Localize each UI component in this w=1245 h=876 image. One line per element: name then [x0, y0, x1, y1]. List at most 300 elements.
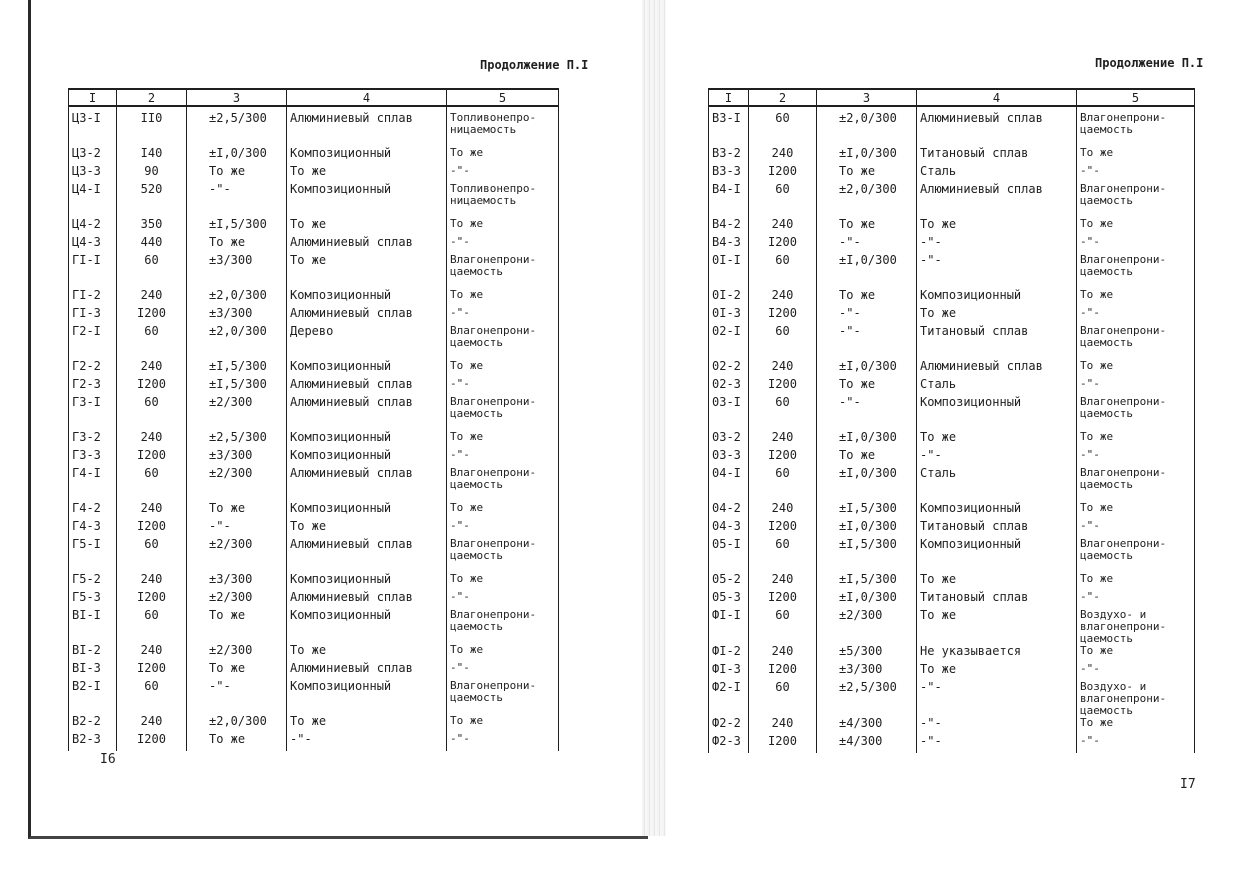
table-row [69, 467, 559, 502]
designation-cell: Ц3-I [69, 106, 117, 147]
material-cell: Дерево [287, 325, 447, 360]
tolerance-cell: -"- [817, 307, 917, 325]
designation-cell: 02-2 [709, 360, 749, 378]
material-cell: То же [287, 254, 447, 289]
property-cell: То же [1077, 360, 1195, 378]
header-col-5: 5 [1077, 89, 1195, 106]
property-cell: Влагонепрони- цаемость [1077, 325, 1195, 360]
table-row [709, 236, 1195, 254]
designation-cell: Г2-3 [69, 378, 117, 396]
size-cell: 240 [117, 502, 187, 520]
designation-cell: 02-I [709, 325, 749, 360]
designation-cell: ФI-I [709, 609, 749, 645]
designation-cell: Г5-2 [69, 573, 117, 591]
material-cell: Не указывается [917, 645, 1077, 663]
size-cell: 240 [749, 360, 817, 378]
tolerance-cell: ±3/300 [817, 663, 917, 681]
size-cell: I200 [117, 307, 187, 325]
property-cell: Влагонепрони- цаемость [447, 467, 559, 502]
table-row [709, 663, 1195, 681]
size-cell: I200 [749, 449, 817, 467]
material-cell: То же [287, 165, 447, 183]
designation-cell: 0I-2 [709, 289, 749, 307]
table-row [709, 325, 1195, 360]
table-row [69, 680, 559, 715]
table-row [69, 396, 559, 431]
designation-cell: Г4-3 [69, 520, 117, 538]
header-col-5: 5 [447, 89, 559, 106]
table-row [69, 289, 559, 307]
tolerance-cell: То же [187, 662, 287, 680]
tolerance-cell: То же [817, 449, 917, 467]
material-cell: Композиционный [917, 289, 1077, 307]
tolerance-cell: ±4/300 [817, 717, 917, 735]
table-row [69, 538, 559, 573]
table-row [69, 254, 559, 289]
size-cell: 60 [749, 106, 817, 147]
material-cell: То же [917, 307, 1077, 325]
table-row [709, 717, 1195, 735]
material-cell: Композиционный [287, 431, 447, 449]
property-cell: То же [1077, 218, 1195, 236]
size-cell: I200 [749, 735, 817, 753]
property-cell: Топливонепро- ницаемость [447, 183, 559, 218]
tolerance-cell: ±2/300 [187, 396, 287, 431]
table-row [709, 106, 1195, 147]
table-row [69, 325, 559, 360]
designation-cell: Г2-I [69, 325, 117, 360]
material-cell: Алюминиевый сплав [917, 106, 1077, 147]
property-cell: Топливонепро- ницаемость [447, 106, 559, 147]
property-cell: То же [447, 147, 559, 165]
property-cell: Влагонепрони- цаемость [447, 396, 559, 431]
designation-cell: 05-2 [709, 573, 749, 591]
designation-cell: Г3-3 [69, 449, 117, 467]
size-cell: I200 [749, 591, 817, 609]
size-cell: 240 [117, 360, 187, 378]
tolerance-cell: ±3/300 [187, 307, 287, 325]
table-row [69, 431, 559, 449]
table-row [709, 591, 1195, 609]
material-cell: То же [287, 520, 447, 538]
property-cell: -"- [447, 378, 559, 396]
table-row [709, 307, 1195, 325]
table-row [69, 573, 559, 591]
table-row [69, 662, 559, 680]
material-cell: Композиционный [287, 360, 447, 378]
designation-cell: В3-2 [709, 147, 749, 165]
material-cell: Алюминиевый сплав [917, 183, 1077, 218]
property-cell: -"- [447, 520, 559, 538]
size-cell: 60 [117, 609, 187, 644]
table-row [709, 183, 1195, 218]
material-cell: Сталь [917, 467, 1077, 502]
designation-cell: Ц3-3 [69, 165, 117, 183]
size-cell: 60 [117, 680, 187, 715]
material-cell: Сталь [917, 165, 1077, 183]
table-header-row [69, 89, 559, 106]
table-row [709, 681, 1195, 717]
tolerance-cell: То же [187, 165, 287, 183]
material-cell: Композиционный [287, 183, 447, 218]
size-cell: 240 [117, 289, 187, 307]
material-cell: Композиционный [917, 502, 1077, 520]
material-cell: -"- [917, 681, 1077, 717]
material-cell: Титановый сплав [917, 325, 1077, 360]
tolerance-cell: ±2/300 [817, 609, 917, 645]
header-col-2: 2 [749, 89, 817, 106]
tolerance-cell: ±I,0/300 [817, 520, 917, 538]
designation-cell: Г4-2 [69, 502, 117, 520]
tolerance-cell: ±I,5/300 [187, 378, 287, 396]
property-cell: -"- [1077, 449, 1195, 467]
property-cell: -"- [447, 307, 559, 325]
size-cell: I200 [749, 378, 817, 396]
material-cell: Композиционный [917, 396, 1077, 431]
property-cell: То же [1077, 645, 1195, 663]
tolerance-cell: ±I,5/300 [817, 502, 917, 520]
size-cell: I200 [749, 663, 817, 681]
tolerance-cell: ±I,5/300 [817, 538, 917, 573]
size-cell: I200 [749, 307, 817, 325]
material-cell: Композиционный [287, 573, 447, 591]
size-cell: 60 [117, 325, 187, 360]
table-row [69, 449, 559, 467]
property-cell: Влагонепрони- цаемость [1077, 106, 1195, 147]
material-cell: Композиционный [287, 680, 447, 715]
header-col-1: I [709, 89, 749, 106]
designation-cell: Г3-2 [69, 431, 117, 449]
tolerance-cell: То же [187, 733, 287, 751]
table-row [709, 520, 1195, 538]
table-row [709, 449, 1195, 467]
designation-cell: В3-3 [709, 165, 749, 183]
designation-cell: Ц4-I [69, 183, 117, 218]
designation-cell: ФI-3 [709, 663, 749, 681]
property-cell: То же [447, 360, 559, 378]
size-cell: 350 [117, 218, 187, 236]
tolerance-cell: -"- [187, 183, 287, 218]
table-row [709, 396, 1195, 431]
table-row [69, 106, 559, 147]
designation-cell: Г3-I [69, 396, 117, 431]
property-cell: -"- [1077, 735, 1195, 753]
material-cell: Алюминиевый сплав [287, 236, 447, 254]
table-row [709, 147, 1195, 165]
size-cell: II0 [117, 106, 187, 147]
designation-cell: Ц3-2 [69, 147, 117, 165]
size-cell: 240 [749, 431, 817, 449]
size-cell: 240 [749, 289, 817, 307]
designation-cell: Ц4-3 [69, 236, 117, 254]
material-cell: Алюминиевый сплав [287, 591, 447, 609]
table-row [709, 538, 1195, 573]
property-cell: Воздухо- и влагонепрони- цаемость [1077, 609, 1195, 645]
property-cell: -"- [1077, 378, 1195, 396]
table-row [69, 378, 559, 396]
tolerance-cell: То же [187, 236, 287, 254]
designation-cell: В2-3 [69, 733, 117, 751]
tolerance-cell: ±I,0/300 [817, 147, 917, 165]
table-row [69, 591, 559, 609]
table-row [709, 289, 1195, 307]
table-row [69, 307, 559, 325]
designation-cell: 04-3 [709, 520, 749, 538]
tolerance-cell: ±2/300 [187, 591, 287, 609]
tolerance-cell: ±I,0/300 [817, 360, 917, 378]
header-col-1: I [69, 89, 117, 106]
tolerance-cell: ±I,0/300 [817, 254, 917, 289]
tolerance-cell: ±3/300 [187, 573, 287, 591]
material-cell: То же [287, 644, 447, 662]
designation-cell: ФI-2 [709, 645, 749, 663]
table-row [709, 573, 1195, 591]
left-data-table [68, 88, 559, 751]
size-cell: 60 [749, 325, 817, 360]
size-cell: 60 [749, 467, 817, 502]
size-cell: 240 [749, 502, 817, 520]
property-cell: -"- [1077, 591, 1195, 609]
material-cell: То же [917, 573, 1077, 591]
size-cell: I200 [117, 662, 187, 680]
table-row [709, 502, 1195, 520]
material-cell: Алюминиевый сплав [917, 360, 1077, 378]
size-cell: 240 [117, 431, 187, 449]
property-cell: -"- [447, 733, 559, 751]
tolerance-cell: -"- [817, 236, 917, 254]
size-cell: 240 [749, 645, 817, 663]
size-cell: 240 [749, 147, 817, 165]
table-row [709, 218, 1195, 236]
size-cell: 90 [117, 165, 187, 183]
tolerance-cell: ±5/300 [817, 645, 917, 663]
property-cell: -"- [1077, 663, 1195, 681]
property-cell: -"- [447, 449, 559, 467]
right-continuation-label: Продолжение П.I [1095, 56, 1204, 70]
designation-cell: 0I-3 [709, 307, 749, 325]
tolerance-cell: ±I,5/300 [187, 360, 287, 378]
size-cell: 240 [749, 573, 817, 591]
tolerance-cell: ±4/300 [817, 735, 917, 753]
tolerance-cell: ±2,0/300 [817, 183, 917, 218]
tolerance-cell: ±I,0/300 [817, 467, 917, 502]
tolerance-cell: ±I,0/300 [817, 591, 917, 609]
tolerance-cell: То же [187, 502, 287, 520]
designation-cell: ВI-3 [69, 662, 117, 680]
size-cell: 440 [117, 236, 187, 254]
left-table-body [69, 106, 559, 751]
table-row [709, 431, 1195, 449]
material-cell: Алюминиевый сплав [287, 378, 447, 396]
property-cell: Влагонепрони- цаемость [1077, 467, 1195, 502]
table-row [709, 645, 1195, 663]
property-cell: То же [1077, 573, 1195, 591]
size-cell: 60 [749, 183, 817, 218]
designation-cell: ВI-2 [69, 644, 117, 662]
designation-cell: ВI-I [69, 609, 117, 644]
table-row [709, 609, 1195, 645]
table-row [709, 735, 1195, 753]
material-cell: Композиционный [287, 609, 447, 644]
table-header-row [709, 89, 1195, 106]
designation-cell: В4-I [709, 183, 749, 218]
table-row [69, 644, 559, 662]
property-cell: Влагонепрони- цаемость [1077, 396, 1195, 431]
tolerance-cell: ±2,0/300 [187, 325, 287, 360]
size-cell: I200 [749, 165, 817, 183]
tolerance-cell: -"- [187, 680, 287, 715]
designation-cell: 02-3 [709, 378, 749, 396]
material-cell: То же [917, 218, 1077, 236]
material-cell: -"- [917, 735, 1077, 753]
tolerance-cell: То же [817, 165, 917, 183]
designation-cell: В4-2 [709, 218, 749, 236]
material-cell: Алюминиевый сплав [287, 538, 447, 573]
table-row [69, 165, 559, 183]
size-cell: I200 [749, 520, 817, 538]
property-cell: То же [1077, 431, 1195, 449]
size-cell: I200 [117, 591, 187, 609]
property-cell: Влагонепрони- цаемость [447, 538, 559, 573]
table-row [709, 467, 1195, 502]
property-cell: -"- [1077, 307, 1195, 325]
designation-cell: Ц4-2 [69, 218, 117, 236]
header-col-3: 3 [817, 89, 917, 106]
tolerance-cell: ±3/300 [187, 254, 287, 289]
size-cell: 240 [117, 644, 187, 662]
material-cell: То же [917, 431, 1077, 449]
tolerance-cell: То же [817, 378, 917, 396]
tolerance-cell: ±2,0/300 [817, 106, 917, 147]
table-row [709, 378, 1195, 396]
property-cell: Влагонепрони- цаемость [447, 609, 559, 644]
size-cell: I200 [117, 378, 187, 396]
tolerance-cell: ±2,0/300 [187, 289, 287, 307]
property-cell: Влагонепрони- цаемость [447, 254, 559, 289]
designation-cell: ГI-I [69, 254, 117, 289]
material-cell: -"- [287, 733, 447, 751]
designation-cell: ГI-2 [69, 289, 117, 307]
property-cell: То же [447, 218, 559, 236]
tolerance-cell: ±2,0/300 [187, 715, 287, 733]
tolerance-cell: -"- [187, 520, 287, 538]
material-cell: Композиционный [287, 289, 447, 307]
property-cell: -"- [447, 591, 559, 609]
designation-cell: Ф2-2 [709, 717, 749, 735]
table-row [69, 520, 559, 538]
tolerance-cell: ±2,5/300 [187, 431, 287, 449]
designation-cell: Ф2-I [709, 681, 749, 717]
designation-cell: Г4-I [69, 467, 117, 502]
property-cell: Влагонепрони- цаемость [447, 325, 559, 360]
tolerance-cell: ±I,0/300 [817, 431, 917, 449]
property-cell: То же [1077, 289, 1195, 307]
property-cell: То же [1077, 717, 1195, 735]
tolerance-cell: То же [187, 609, 287, 644]
size-cell: 240 [749, 218, 817, 236]
tolerance-cell: -"- [817, 325, 917, 360]
material-cell: Алюминиевый сплав [287, 467, 447, 502]
property-cell: То же [447, 573, 559, 591]
table-row [709, 360, 1195, 378]
table-row [69, 360, 559, 378]
property-cell: Воздухо- и влагонепрони- цаемость [1077, 681, 1195, 717]
material-cell: Алюминиевый сплав [287, 307, 447, 325]
right-data-table [708, 88, 1195, 753]
material-cell: Алюминиевый сплав [287, 106, 447, 147]
property-cell: То же [447, 715, 559, 733]
table-row [69, 715, 559, 733]
property-cell: -"- [1077, 236, 1195, 254]
size-cell: 60 [749, 396, 817, 431]
material-cell: Композиционный [917, 538, 1077, 573]
header-col-2: 2 [117, 89, 187, 106]
table-row [69, 147, 559, 165]
left-continuation-label: Продолжение П.I [480, 58, 589, 72]
size-cell: 60 [117, 396, 187, 431]
property-cell: То же [1077, 502, 1195, 520]
tolerance-cell: То же [817, 218, 917, 236]
size-cell: 240 [749, 717, 817, 735]
header-col-3: 3 [187, 89, 287, 106]
designation-cell: 05-I [709, 538, 749, 573]
tolerance-cell: То же [817, 289, 917, 307]
material-cell: -"- [917, 236, 1077, 254]
size-cell: 60 [749, 609, 817, 645]
size-cell: I40 [117, 147, 187, 165]
property-cell: Влагонепрони- цаемость [447, 680, 559, 715]
material-cell: Композиционный [287, 147, 447, 165]
material-cell: -"- [917, 717, 1077, 735]
tolerance-cell: ±2/300 [187, 538, 287, 573]
header-col-4: 4 [287, 89, 447, 106]
material-cell: Сталь [917, 378, 1077, 396]
designation-cell: 03-3 [709, 449, 749, 467]
property-cell: То же [447, 644, 559, 662]
table-row [69, 218, 559, 236]
table-row [709, 254, 1195, 289]
size-cell: I200 [749, 236, 817, 254]
designation-cell: 04-I [709, 467, 749, 502]
designation-cell: В2-2 [69, 715, 117, 733]
table-row [709, 165, 1195, 183]
designation-cell: 03-2 [709, 431, 749, 449]
size-cell: 240 [117, 715, 187, 733]
property-cell: -"- [447, 236, 559, 254]
material-cell: Титановый сплав [917, 520, 1077, 538]
tolerance-cell: ±2,5/300 [187, 106, 287, 147]
material-cell: Алюминиевый сплав [287, 662, 447, 680]
property-cell: Влагонепрони- цаемость [1077, 183, 1195, 218]
tolerance-cell: ±2/300 [187, 467, 287, 502]
material-cell: Композиционный [287, 502, 447, 520]
size-cell: 520 [117, 183, 187, 218]
tolerance-cell: ±3/300 [187, 449, 287, 467]
designation-cell: 03-I [709, 396, 749, 431]
material-cell: Композиционный [287, 449, 447, 467]
property-cell: То же [447, 502, 559, 520]
right-table-body [709, 106, 1195, 753]
tolerance-cell: ±I,5/300 [817, 573, 917, 591]
size-cell: I200 [117, 733, 187, 751]
property-cell: То же [447, 289, 559, 307]
size-cell: 60 [117, 538, 187, 573]
material-cell: То же [917, 609, 1077, 645]
designation-cell: 0I-I [709, 254, 749, 289]
property-cell: -"- [1077, 520, 1195, 538]
table-row [69, 733, 559, 751]
size-cell: I200 [117, 520, 187, 538]
